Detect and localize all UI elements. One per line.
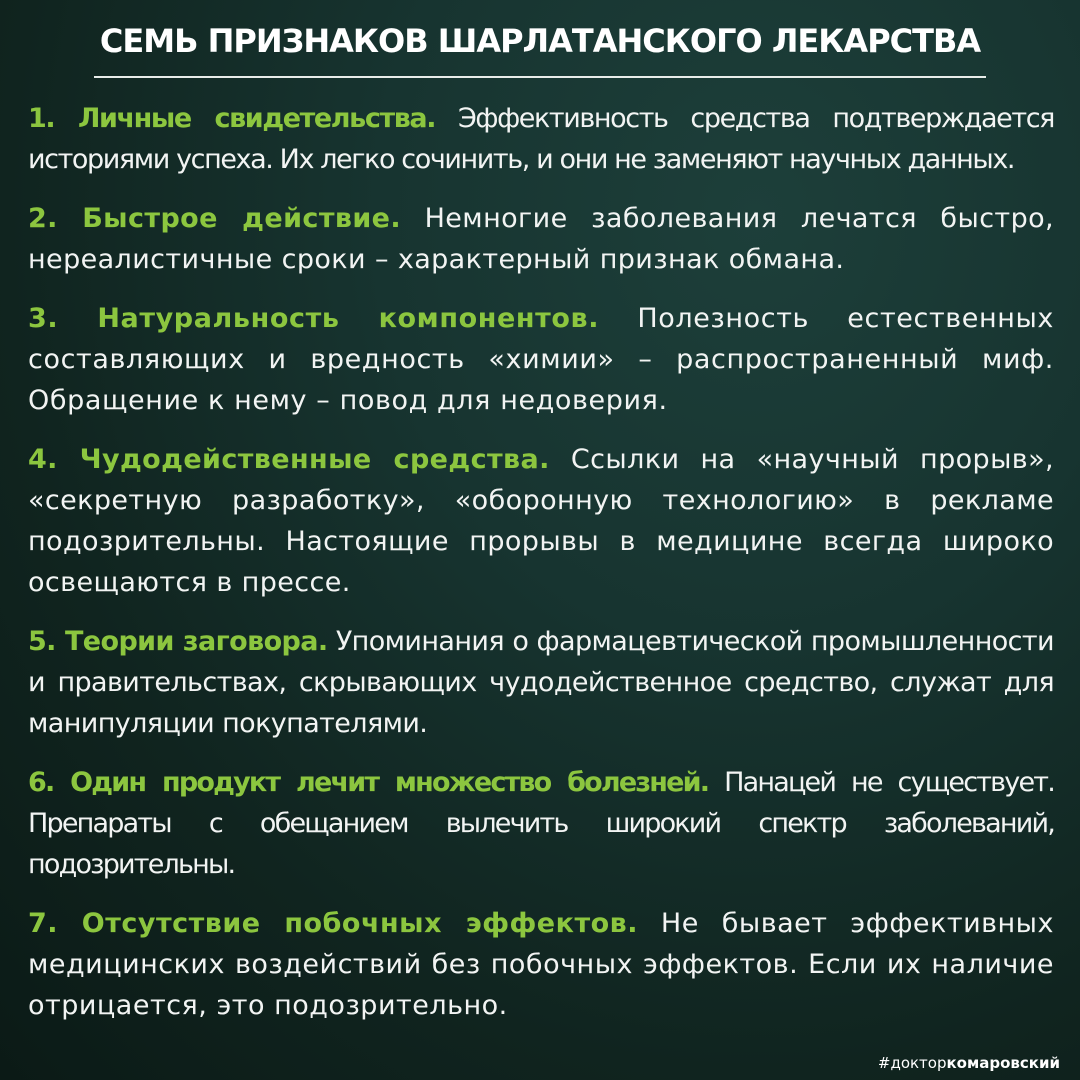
sign-item-2	[28, 198, 1054, 280]
sign-item-7	[28, 903, 1054, 1026]
sign-description: Ссылки на «научный прорыв», «секретную разработку», «оборонную технологию» в рекламе подозрительны. Настоящие прорывы в медицине всегда широко освещаются в прессе.	[28, 444, 1055, 598]
sign-description: Полезность естественных составляющих и вредность «химии» – распространенный миф. Обращение к нему – повод для недоверия.	[28, 303, 1054, 416]
sign-heading: 3. Натуральность компонентов.	[28, 303, 600, 334]
hashtag-prefix: #доктор	[877, 1054, 947, 1072]
sign-description: Панацей не существует. Препараты с обещанием вылечить широкий спектр заболеваний, подозрительны.	[28, 767, 1054, 880]
sign-heading: 1. Личные свидетельства.	[28, 103, 436, 134]
sign-item-4	[28, 439, 1054, 603]
sign-description: Упоминания о фармацевтической промышленности и правительствах, скрывающих чудодейственное средство, служат для манипуляции покупателями.	[28, 626, 1054, 739]
sign-item-6	[28, 762, 1054, 885]
sign-description: Немногие заболевания лечатся быстро, нереалистичные сроки – характерный признак обмана.	[28, 203, 1055, 275]
sign-item-5	[28, 621, 1054, 744]
sign-heading: 4. Чудодейственные средства.	[28, 444, 550, 475]
title-divider	[94, 76, 986, 78]
sign-heading: 2. Быстрое действие.	[28, 203, 402, 234]
signs-list	[28, 92, 1054, 1026]
sign-heading: 7. Отсутствие побочных эффектов.	[28, 908, 638, 939]
sign-item-3	[28, 298, 1054, 421]
hashtag-name: комаровский	[946, 1054, 1060, 1072]
sign-description: Не бывает эффективных медицинских воздействий без побочных эффектов. Если их наличие отрицается, это подозрительно.	[28, 908, 1054, 1021]
sign-heading: 6. Один продукт лечит множество болезней.	[28, 767, 709, 798]
poster-title: СЕМЬ ПРИЗНАКОВ ШАРЛАТАНСКОГО ЛЕКАРСТВА	[99, 22, 981, 60]
author-hashtag	[878, 1054, 1060, 1072]
sign-item-1	[28, 98, 1054, 180]
sign-description: Эффективность средства подтверждается историями успеха. Их легко сочинить, и они не заменяют научных данных.	[28, 103, 1054, 175]
sign-heading: 5. Теории заговора.	[28, 626, 328, 657]
